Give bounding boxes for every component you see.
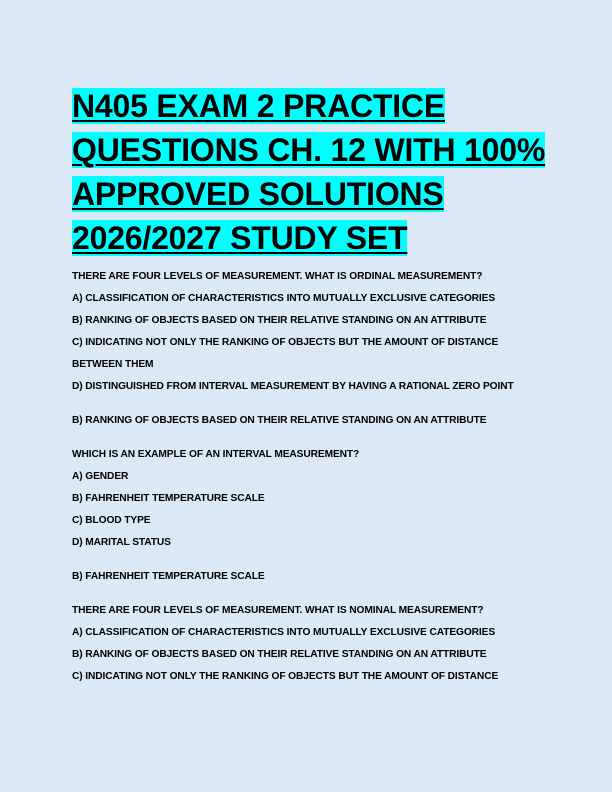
question-1-option-b: B) RANKING OF OBJECTS BASED ON THEIR RELATIVE STANDING ON AN ATTRIBUTE (72, 315, 487, 326)
question-2-text: WHICH IS AN EXAMPLE OF AN INTERVAL MEASUREMENT? (72, 449, 360, 460)
question-2 (72, 444, 542, 554)
question-2-option-c: C) BLOOD TYPE (72, 515, 151, 526)
title-line-3: APPROVED SOLUTIONS (72, 176, 444, 212)
document-title (72, 84, 546, 260)
question-1-option-c-line-1: C) INDICATING NOT ONLY THE RANKING OF OBJECTS BUT THE AMOUNT OF DISTANCE (72, 337, 499, 348)
question-1-text: THERE ARE FOUR LEVELS OF MEASUREMENT. WHAT IS ORDINAL MEASUREMENT? (72, 271, 483, 282)
question-1-option-a: A) CLASSIFICATION OF CHARACTERISTICS INTO MUTUALLY EXCLUSIVE CATEGORIES (72, 293, 496, 304)
document-page (72, 84, 546, 688)
question-3-text: THERE ARE FOUR LEVELS OF MEASUREMENT. WHAT IS NOMINAL MEASUREMENT? (72, 605, 484, 616)
question-2-answer-text: B) FAHRENHEIT TEMPERATURE SCALE (72, 571, 265, 582)
question-1-answer-text: B) RANKING OF OBJECTS BASED ON THEIR RELATIVE STANDING ON AN ATTRIBUTE (72, 415, 487, 426)
title-line-4: 2026/2027 STUDY SET (72, 220, 408, 256)
document-body (72, 266, 542, 688)
question-1-option-d: D) DISTINGUISHED FROM INTERVAL MEASUREMENT BY HAVING A RATIONAL ZERO POINT (72, 381, 514, 392)
question-2-option-b: B) FAHRENHEIT TEMPERATURE SCALE (72, 493, 265, 504)
question-3 (72, 600, 542, 688)
question-1 (72, 266, 542, 398)
title-line-2: QUESTIONS CH. 12 WITH 100% (72, 132, 546, 168)
question-3-option-c-line-1: C) INDICATING NOT ONLY THE RANKING OF OBJECTS BUT THE AMOUNT OF DISTANCE (72, 671, 499, 682)
question-2-answer (72, 566, 542, 588)
title-line-1: N405 EXAM 2 PRACTICE (72, 88, 445, 124)
question-1-answer (72, 410, 542, 432)
question-3-option-b: B) RANKING OF OBJECTS BASED ON THEIR RELATIVE STANDING ON AN ATTRIBUTE (72, 649, 487, 660)
question-2-option-a: A) GENDER (72, 471, 129, 482)
question-2-option-d: D) MARITAL STATUS (72, 537, 171, 548)
question-1-option-c-line-2: BETWEEN THEM (72, 359, 154, 370)
question-3-option-a: A) CLASSIFICATION OF CHARACTERISTICS INTO MUTUALLY EXCLUSIVE CATEGORIES (72, 627, 496, 638)
